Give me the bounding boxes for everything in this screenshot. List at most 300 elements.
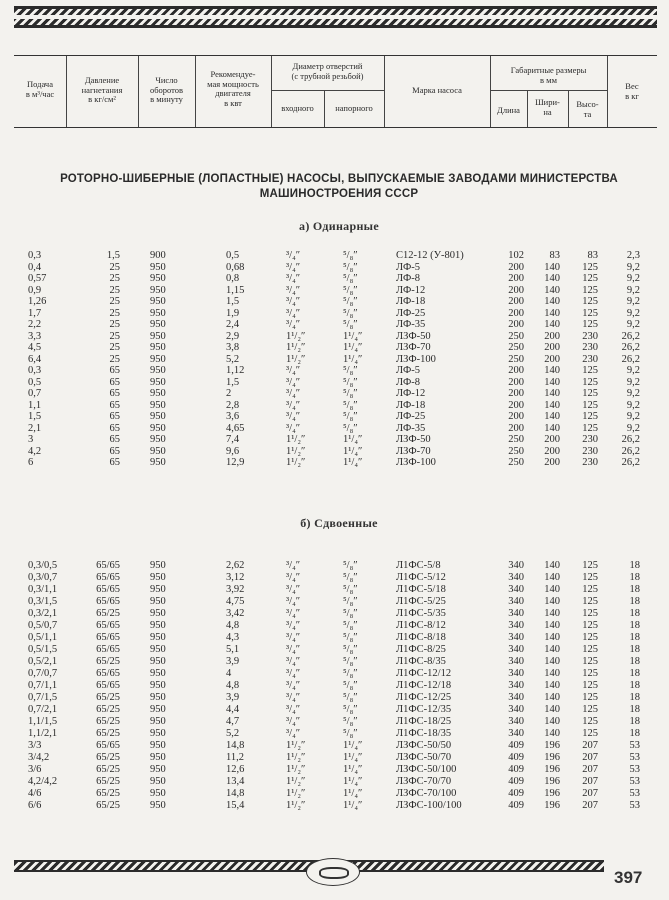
pressure-cell: 65/25 [96, 788, 120, 799]
pressure-cell: 65/65 [96, 560, 120, 571]
flow-cell: 0,3 [28, 365, 42, 376]
rpm-cell: 950 [150, 644, 166, 655]
inlet-cell: ³/₄″ [286, 656, 301, 667]
height-cell: 125 [582, 656, 598, 667]
brand-cell: ЛЗФ-100 [396, 353, 436, 365]
inlet-cell: 1¹/₂″ [286, 776, 306, 787]
width-cell: 200 [544, 457, 560, 468]
flow-cell: 3/6 [28, 764, 42, 775]
height-cell: 207 [582, 776, 598, 787]
power-cell: 3,9 [226, 656, 240, 667]
height-cell: 125 [582, 644, 598, 655]
rpm-cell: 950 [150, 656, 166, 667]
brand-cell: Л1ФС-5/8 [396, 560, 441, 571]
outlet-cell: ⁵/₈″ [343, 273, 358, 284]
length-cell: 340 [508, 608, 524, 619]
brand-cell: ЛЗФ-50 [396, 330, 431, 342]
rpm-cell: 950 [150, 261, 166, 273]
height-cell: 125 [582, 560, 598, 571]
length-cell: 200 [508, 422, 524, 434]
rpm-cell: 950 [150, 620, 166, 631]
pressure-cell: 65 [109, 388, 120, 399]
flow-cell: 0,7/2,1 [28, 704, 58, 715]
inlet-cell: ³/₄″ [286, 376, 301, 388]
length-cell: 200 [508, 261, 524, 273]
width-cell: 140 [544, 716, 560, 727]
inlet-cell: ³/₄″ [286, 319, 301, 330]
power-cell: 12,6 [226, 764, 245, 775]
inlet-cell: ³/₄″ [286, 644, 301, 655]
brand-cell: Л1ФС-12/35 [396, 704, 452, 715]
brand-cell: Л1ФС-8/35 [396, 656, 446, 667]
flow-cell: 1,1/2,1 [28, 728, 58, 739]
outlet-cell: ⁵/₈″ [343, 620, 358, 631]
height-cell: 125 [582, 596, 598, 607]
length-cell: 340 [508, 632, 524, 643]
power-cell: 0,8 [226, 273, 240, 284]
power-cell: 2,8 [226, 399, 240, 411]
weight-cell: 26,2 [621, 434, 640, 445]
flow-cell: 0,7 [28, 388, 42, 399]
inlet-cell: ³/₄″ [286, 307, 301, 319]
weight-cell: 9,2 [626, 399, 640, 411]
pressure-cell: 65/25 [96, 704, 120, 715]
weight-cell: 9,2 [626, 319, 640, 330]
height-cell: 125 [582, 365, 598, 376]
inlet-cell: 1¹/₂″ [286, 800, 306, 811]
inlet-cell: 1¹/₂″ [286, 445, 306, 457]
flow-cell: 6 [28, 457, 34, 468]
height-cell: 125 [582, 284, 598, 296]
inlet-cell: ³/₄″ [286, 704, 301, 715]
length-cell: 200 [508, 296, 524, 307]
power-cell: 7,4 [226, 434, 240, 445]
length-cell: 340 [508, 680, 524, 691]
flow-cell: 4,2/4,2 [28, 776, 58, 787]
brand-cell: ЛФ-35 [396, 422, 426, 434]
length-cell: 409 [508, 776, 524, 787]
power-cell: 3,92 [226, 584, 245, 595]
weight-cell: 2,3 [626, 250, 640, 261]
height-cell: 230 [582, 445, 598, 457]
pressure-cell: 65/25 [96, 656, 120, 667]
width-cell: 140 [544, 422, 560, 434]
pressure-cell: 65 [109, 411, 120, 422]
power-cell: 3,12 [226, 572, 245, 583]
outlet-cell: ⁵/₈″ [343, 668, 358, 679]
flow-cell: 6/6 [28, 800, 42, 811]
brand-cell: Л1ФС-5/12 [396, 572, 446, 583]
table-row [0, 789, 669, 800]
pressure-cell: 25 [109, 307, 120, 319]
weight-cell: 18 [629, 728, 640, 739]
pressure-cell: 25 [109, 353, 120, 365]
power-cell: 14,8 [226, 740, 245, 751]
outlet-cell: 1¹/₄″ [343, 330, 363, 342]
height-cell: 125 [582, 296, 598, 307]
inlet-cell: ³/₄″ [286, 728, 301, 739]
height-cell: 230 [582, 330, 598, 342]
inlet-cell: ³/₄″ [286, 365, 301, 376]
table-row [0, 366, 669, 377]
rpm-cell: 950 [150, 680, 166, 691]
weight-cell: 18 [629, 632, 640, 643]
rpm-cell: 950 [150, 728, 166, 739]
brand-cell: С12-12 (У-801) [396, 250, 464, 261]
length-cell: 200 [508, 388, 524, 399]
weight-cell: 9,2 [626, 365, 640, 376]
table-row [0, 777, 669, 788]
height-cell: 230 [582, 353, 598, 365]
inlet-cell: ³/₄″ [286, 284, 301, 296]
top-ornament-border [14, 6, 657, 28]
weight-cell: 53 [629, 788, 640, 799]
width-cell: 140 [544, 399, 560, 411]
length-cell: 340 [508, 620, 524, 631]
length-cell: 102 [508, 250, 524, 261]
width-cell: 140 [544, 668, 560, 679]
height-cell: 125 [582, 376, 598, 388]
rpm-cell: 950 [150, 284, 166, 296]
height-cell: 207 [582, 788, 598, 799]
height-cell: 125 [582, 261, 598, 273]
power-cell: 14,8 [226, 788, 245, 799]
inlet-cell: ³/₄″ [286, 692, 301, 703]
weight-cell: 9,2 [626, 376, 640, 388]
flow-cell: 1,26 [28, 296, 47, 307]
pressure-cell: 65/65 [96, 680, 120, 691]
outlet-cell: ⁵/₈″ [343, 680, 358, 691]
brand-cell: ЛФ-25 [396, 411, 426, 422]
table-row [0, 424, 669, 435]
flow-cell: 0,3/2,1 [28, 608, 58, 619]
outlet-cell: 1¹/₄″ [343, 800, 363, 811]
width-cell: 200 [544, 434, 560, 445]
outlet-cell: ⁵/₈″ [343, 596, 358, 607]
header-brand: Марка насоса [412, 85, 462, 95]
pressure-cell: 65 [109, 365, 120, 376]
pressure-cell: 25 [109, 296, 120, 307]
inlet-cell: ³/₄″ [286, 572, 301, 583]
rpm-cell: 950 [150, 776, 166, 787]
outlet-cell: 1¹/₄″ [343, 434, 363, 445]
width-cell: 140 [544, 728, 560, 739]
outlet-cell: ⁵/₈″ [343, 584, 358, 595]
outlet-cell: ⁵/₈″ [343, 319, 358, 330]
power-cell: 3,9 [226, 692, 240, 703]
header-inlet: входного [281, 103, 314, 113]
brand-cell: ЛФ-5 [396, 365, 421, 376]
power-cell: 4,7 [226, 716, 240, 727]
inlet-cell: 1¹/₂″ [286, 752, 306, 763]
weight-cell: 9,2 [626, 261, 640, 273]
pressure-cell: 65/65 [96, 572, 120, 583]
rpm-cell: 950 [150, 800, 166, 811]
flow-cell: 0,7/1,5 [28, 692, 58, 703]
header-flow: Подача в м³/час [25, 79, 55, 99]
inlet-cell: ³/₄″ [286, 584, 301, 595]
pressure-cell: 65 [109, 445, 120, 457]
rpm-cell: 950 [150, 399, 166, 411]
power-cell: 1,5 [226, 376, 240, 388]
flow-cell: 0,5/1,5 [28, 644, 58, 655]
weight-cell: 18 [629, 692, 640, 703]
power-cell: 1,15 [226, 284, 245, 296]
height-cell: 207 [582, 764, 598, 775]
weight-cell: 18 [629, 572, 640, 583]
brand-cell: Л1ФС-5/35 [396, 608, 446, 619]
pressure-cell: 65/65 [96, 632, 120, 643]
power-cell: 1,5 [226, 296, 240, 307]
outlet-cell: ⁵/₈″ [343, 608, 358, 619]
rpm-cell: 950 [150, 584, 166, 595]
flow-cell: 0,5/2,1 [28, 656, 58, 667]
brand-cell: Л1ФС-12/12 [396, 668, 452, 679]
length-cell: 340 [508, 728, 524, 739]
brand-cell: ЛЗФ-70 [396, 445, 431, 457]
pressure-cell: 65/65 [96, 740, 120, 751]
inlet-cell: ³/₄″ [286, 632, 301, 643]
rpm-cell: 950 [150, 422, 166, 434]
length-cell: 409 [508, 764, 524, 775]
pressure-cell: 65/25 [96, 692, 120, 703]
flow-cell: 0,57 [28, 273, 47, 284]
width-cell: 140 [544, 307, 560, 319]
pressure-cell: 65 [109, 434, 120, 445]
length-cell: 250 [508, 434, 524, 445]
pressure-cell: 65/25 [96, 728, 120, 739]
inlet-cell: ³/₄″ [286, 296, 301, 307]
weight-cell: 9,2 [626, 284, 640, 296]
outlet-cell: ⁵/₈″ [343, 250, 358, 261]
table-row [0, 657, 669, 668]
weight-cell: 9,2 [626, 296, 640, 307]
height-cell: 125 [582, 608, 598, 619]
table-row [0, 251, 669, 262]
weight-cell: 18 [629, 620, 640, 631]
length-cell: 250 [508, 353, 524, 365]
flow-cell: 0,7/0,7 [28, 668, 58, 679]
inlet-cell: 1¹/₂″ [286, 330, 306, 342]
pressure-cell: 65/25 [96, 776, 120, 787]
flow-cell: 0,5/0,7 [28, 620, 58, 631]
rpm-cell: 950 [150, 319, 166, 330]
width-cell: 140 [544, 632, 560, 643]
power-cell: 4,75 [226, 596, 245, 607]
length-cell: 200 [508, 273, 524, 284]
length-cell: 340 [508, 596, 524, 607]
height-cell: 125 [582, 273, 598, 284]
length-cell: 340 [508, 704, 524, 715]
width-cell: 140 [544, 584, 560, 595]
length-cell: 409 [508, 788, 524, 799]
inlet-cell: ³/₄″ [286, 608, 301, 619]
flow-cell: 0,3/0,5 [28, 560, 58, 571]
length-cell: 250 [508, 330, 524, 342]
weight-cell: 18 [629, 656, 640, 667]
header-outlet: напорного [335, 103, 373, 113]
pressure-cell: 25 [109, 273, 120, 284]
power-cell: 4,8 [226, 620, 240, 631]
pressure-cell: 65 [109, 422, 120, 434]
pressure-cell: 25 [109, 330, 120, 342]
table-row [0, 378, 669, 389]
pressure-cell: 65/25 [96, 800, 120, 811]
rpm-cell: 950 [150, 330, 166, 342]
flow-cell: 3/3 [28, 740, 42, 751]
pressure-cell: 65/65 [96, 644, 120, 655]
power-cell: 15,4 [226, 800, 245, 811]
power-cell: 5,2 [226, 353, 240, 365]
inlet-cell: ³/₄″ [286, 411, 301, 422]
outlet-cell: 1¹/₄″ [343, 457, 363, 468]
flow-cell: 4,5 [28, 342, 42, 353]
pressure-cell: 65/65 [96, 620, 120, 631]
outlet-cell: ⁵/₈″ [343, 716, 358, 727]
brand-cell: ЛЗФ-100 [396, 457, 436, 468]
weight-cell: 53 [629, 752, 640, 763]
height-cell: 125 [582, 584, 598, 595]
table-row [0, 458, 669, 469]
brand-cell: ЛЗФС-50/70 [396, 752, 452, 763]
table-row [0, 389, 669, 400]
power-cell: 4,65 [226, 422, 245, 434]
rpm-cell: 950 [150, 445, 166, 457]
flow-cell: 6,4 [28, 353, 42, 365]
flow-cell: 0,3/1,1 [28, 584, 58, 595]
header-rpm: Число оборотов в минуту [149, 75, 184, 104]
weight-cell: 18 [629, 644, 640, 655]
flow-cell: 4/6 [28, 788, 42, 799]
brand-cell: Л1ФС-5/18 [396, 584, 446, 595]
weight-cell: 9,2 [626, 273, 640, 284]
pressure-cell: 65/25 [96, 764, 120, 775]
inlet-cell: ³/₄″ [286, 388, 301, 399]
width-cell: 140 [544, 376, 560, 388]
rpm-cell: 950 [150, 740, 166, 751]
brand-cell: ЛЗФС-100/100 [396, 800, 462, 811]
header-dims: Габаритные размеры в мм [510, 65, 587, 85]
brand-cell: Л1ФС-5/25 [396, 596, 446, 607]
pressure-cell: 65/25 [96, 716, 120, 727]
length-cell: 340 [508, 716, 524, 727]
height-cell: 230 [582, 434, 598, 445]
brand-cell: ЛФ-35 [396, 319, 426, 330]
brand-cell: ЛФ-12 [396, 284, 426, 296]
height-cell: 125 [582, 319, 598, 330]
flow-cell: 0,9 [28, 284, 42, 296]
weight-cell: 9,2 [626, 307, 640, 319]
height-cell: 125 [582, 307, 598, 319]
outlet-cell: ⁵/₈″ [343, 376, 358, 388]
header-pressure: Давление нагнетания в кг/см² [81, 75, 123, 104]
rpm-cell: 950 [150, 692, 166, 703]
outlet-cell: ⁵/₈″ [343, 261, 358, 273]
rpm-cell: 950 [150, 457, 166, 468]
brand-cell: Л1ФС-18/25 [396, 716, 452, 727]
height-cell: 125 [582, 411, 598, 422]
weight-cell: 9,2 [626, 422, 640, 434]
flow-cell: 3 [28, 434, 34, 445]
weight-cell: 26,2 [621, 457, 640, 468]
length-cell: 340 [508, 644, 524, 655]
outlet-cell: 1¹/₄″ [343, 788, 363, 799]
rpm-cell: 950 [150, 632, 166, 643]
inlet-cell: ³/₄″ [286, 620, 301, 631]
power-cell: 13,4 [226, 776, 245, 787]
table-row [0, 801, 669, 812]
weight-cell: 18 [629, 680, 640, 691]
table-row [0, 320, 669, 331]
power-cell: 11,2 [226, 752, 244, 763]
rpm-cell: 950 [150, 596, 166, 607]
weight-cell: 26,2 [621, 330, 640, 342]
header-height: Высо- та [576, 99, 599, 119]
pressure-cell: 65/25 [96, 608, 120, 619]
length-cell: 250 [508, 457, 524, 468]
table-row [0, 332, 669, 343]
height-cell: 230 [582, 342, 598, 353]
outlet-cell: ⁵/₈″ [343, 692, 358, 703]
rpm-cell: 950 [150, 704, 166, 715]
brand-cell: Л1ФС-18/35 [396, 728, 452, 739]
height-cell: 125 [582, 716, 598, 727]
inlet-cell: 1¹/₂″ [286, 342, 306, 353]
weight-cell: 18 [629, 596, 640, 607]
rpm-cell: 950 [150, 752, 166, 763]
power-cell: 2 [226, 388, 232, 399]
height-cell: 125 [582, 668, 598, 679]
length-cell: 200 [508, 319, 524, 330]
inlet-cell: ³/₄″ [286, 399, 301, 411]
length-cell: 200 [508, 284, 524, 296]
weight-cell: 18 [629, 584, 640, 595]
table-row [0, 401, 669, 412]
power-cell: 1,9 [226, 307, 240, 319]
height-cell: 125 [582, 422, 598, 434]
width-cell: 196 [544, 788, 560, 799]
height-cell: 125 [582, 620, 598, 631]
flow-cell: 2,1 [28, 422, 42, 434]
brand-cell: ЛЗФ-50 [396, 434, 431, 445]
inlet-cell: ³/₄″ [286, 680, 301, 691]
outlet-cell: ⁵/₈″ [343, 307, 358, 319]
power-cell: 9,6 [226, 445, 240, 457]
inlet-cell: ³/₄″ [286, 668, 301, 679]
rpm-cell: 950 [150, 296, 166, 307]
table-row [0, 621, 669, 632]
table-row [0, 343, 669, 354]
flow-cell: 1,5 [28, 411, 42, 422]
pressure-cell: 65/65 [96, 668, 120, 679]
weight-cell: 26,2 [621, 342, 640, 353]
brand-cell: ЛФ-8 [396, 376, 421, 388]
table-row [0, 309, 669, 320]
rpm-cell: 950 [150, 273, 166, 284]
inlet-cell: 1¹/₂″ [286, 353, 306, 365]
inlet-cell: 1¹/₂″ [286, 434, 306, 445]
flow-cell: 0,7/1,1 [28, 680, 58, 691]
inlet-cell: 1¹/₂″ [286, 457, 306, 468]
table-row [0, 573, 669, 584]
power-cell: 3,6 [226, 411, 240, 422]
outlet-cell: ⁵/₈″ [343, 644, 358, 655]
header-diameter: Диаметр отверстий (с трубной резьбой) [291, 61, 364, 81]
table-row [0, 447, 669, 458]
length-cell: 200 [508, 376, 524, 388]
flow-cell: 0,3/1,5 [28, 596, 58, 607]
weight-cell: 18 [629, 668, 640, 679]
